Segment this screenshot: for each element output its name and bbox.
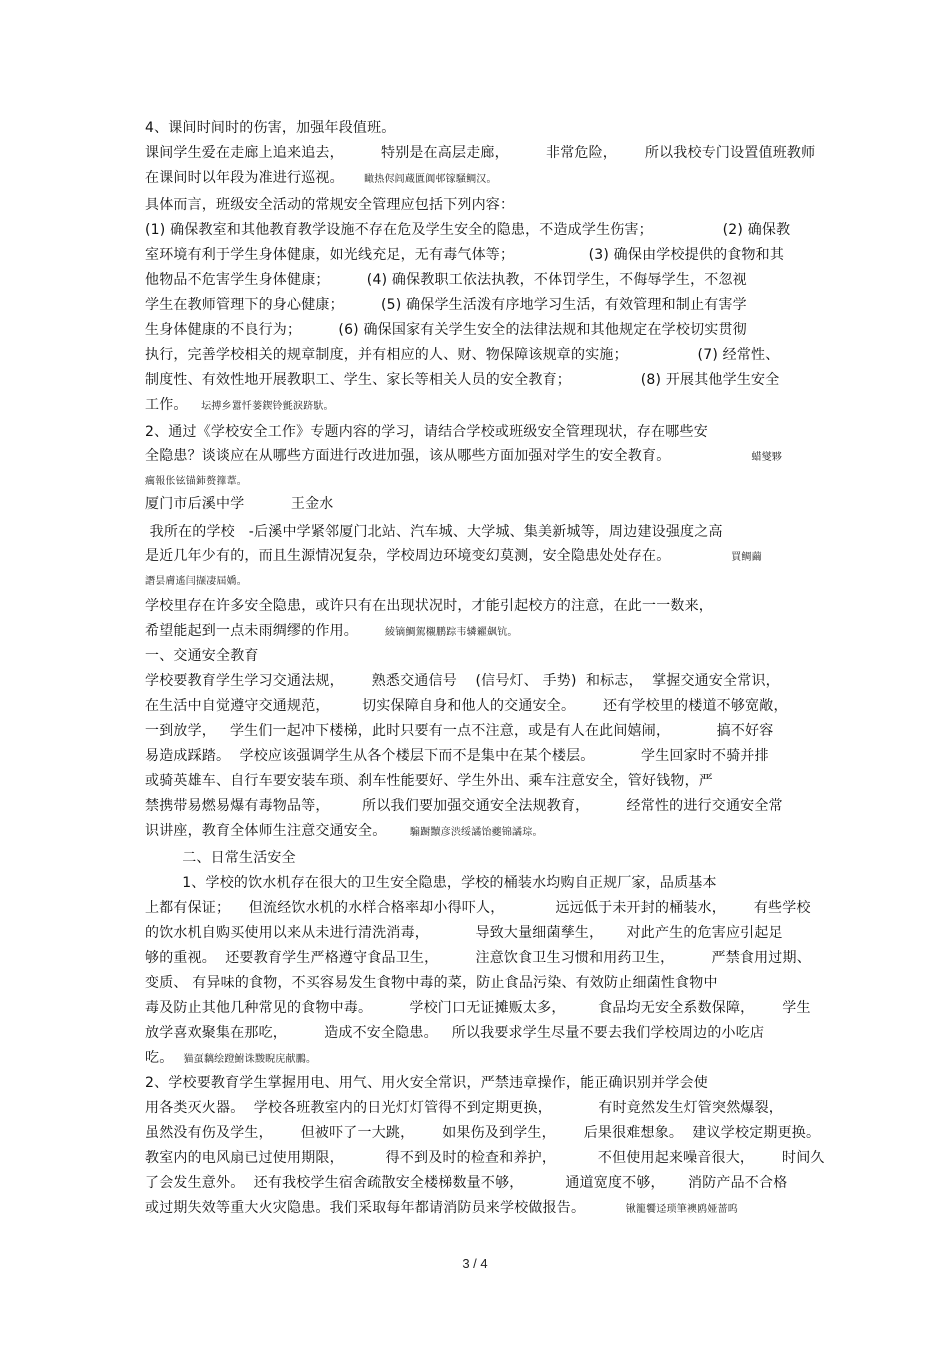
- line-text: 制度性、有效性地开展教职工、学生、家长等相关人员的安全教育； (8) 开展其他学生安全: [145, 372, 780, 388]
- text-line: [145, 345, 779, 365]
- text-line: [145, 973, 718, 993]
- text-line: [145, 898, 811, 918]
- line-text: 2、学校要教育学生掌握用电、用气、用火安全常识，严禁违章操作，能正确识别并学会使: [145, 1075, 708, 1091]
- line-text: 够的重视。 还要教育学生严格遵守食品卫生， 注意饮食卫生习惯和用药卫生， 严禁食用过期、: [145, 950, 811, 966]
- text-line: [145, 1173, 787, 1193]
- garbled-annotation: 騸蹰黷彦渋绥譎饴夔锦譎琮。: [386, 827, 543, 838]
- garbled-annotation: 譖昙膚遙闫撷凄屆嬌。: [145, 576, 247, 587]
- text-line: [145, 821, 543, 843]
- line-text: 他物品不危害学生身体健康； (4) 确保教职工依法执教，不体罚学生，不侮辱学生，不忽视: [145, 272, 747, 288]
- text-line: [145, 796, 783, 816]
- text-line: [145, 923, 783, 943]
- text-line: [145, 395, 334, 417]
- line-text: 毒及防止其他几种常见的食物中毒。 学校门口无证摊贩太多， 食品均无安全系数保障， 学生: [145, 1000, 811, 1016]
- line-text: 二、日常生活安全: [145, 850, 296, 866]
- line-text: 具体而言，班级安全活动的常规安全管理应包括下列内容：: [145, 197, 515, 213]
- text-line: [145, 570, 247, 592]
- line-text: 上都有保证； 但流经饮水机的水样合格率却小得吓人， 远远低于未开封的桶装水， 有些学校: [145, 900, 811, 916]
- text-line: [145, 320, 747, 340]
- line-text: 虽然没有伤及学生， 但被吓了一大跳， 如果伤及到学生， 后果很难想象。 建议学校定期更换。: [145, 1125, 821, 1141]
- text-line: [145, 245, 784, 265]
- line-text: 执行，完善学校相关的规章制度，并有相应的人、财、物保障该规章的实施； (7) 经常性、: [145, 347, 780, 363]
- text-line: [145, 295, 747, 315]
- text-line: [145, 1148, 825, 1168]
- text-line: [145, 1098, 783, 1118]
- garbled-annotation: 綾镝鯛駕櫬鹏踪韦辚糴飙钪。: [358, 627, 518, 638]
- text-line: [145, 873, 717, 893]
- line-text: 变质、 有异味的食物，不买容易发生食物中毒的菜，防止食品污染、有效防止细菌性食物中: [145, 975, 718, 991]
- line-text: 课间学生爱在走廊上追来追去， 特别是在高层走廊， 非常危险， 所以我校专门设置值班教师: [145, 145, 816, 161]
- line-text: 易造成踩踏。 学校应该强调学生从各个楼层下而不是集中在某个楼层。 学生回家时不骑并排: [145, 748, 769, 764]
- line-text: 生身体健康的不良行为； (6) 确保国家有关学生安全的法律法规和其他规定在学校切实贯彻: [145, 322, 747, 338]
- page-number: 3 / 4: [462, 1256, 488, 1271]
- text-line: [145, 446, 782, 468]
- text-line: [145, 596, 713, 616]
- line-text: 是近几年少有的，而且生源情况复杂，学校周边环境变幻莫测，安全隐患处处存在。: [145, 548, 671, 564]
- line-text: 放学喜欢聚集在那吃， 造成不安全隐患。 所以我要求学生尽量不要去我们学校周边的小吃店: [145, 1025, 765, 1041]
- text-line: [145, 848, 296, 868]
- text-line: [145, 422, 708, 442]
- text-line: [145, 270, 747, 290]
- line-text: 学生在教师管理下的身心健康； (5) 确保学生活泼有序地学习生活，有效管理和制止有害学: [145, 297, 747, 313]
- line-text: 4、课间时间时的伤害，加强年段值班。: [145, 120, 396, 136]
- text-line: [145, 1023, 764, 1043]
- text-line: [145, 220, 790, 240]
- line-text: 的饮水机自购买使用以来从未进行清洗消毒， 导致大量细菌孳生， 对此产生的危害应引起足: [145, 925, 783, 941]
- text-line: [145, 998, 811, 1018]
- line-text: 或骑英雄车、自行车要安装车琐、刹车性能要好、学生外出、乘车注意安全，管好钱物，严: [145, 773, 713, 789]
- line-text: 学校要教育学生学习交通法规， 熟悉交通信号 (信号灯、 手势) 和标志， 掌握交通安全常识，: [145, 673, 780, 689]
- line-text: 室环境有利于学生身体健康，如光线充足，无有毒气体等； (3) 确保由学校提供的食物和其: [145, 247, 785, 263]
- line-text: 厦门市后溪中学 王金水: [145, 496, 334, 512]
- text-line: [145, 1198, 738, 1220]
- text-line: [145, 646, 259, 666]
- text-line: [145, 746, 769, 766]
- line-text: 禁携带易燃易爆有毒物品等， 所以我们要加强交通安全法规教育， 经常性的进行交通安全常: [145, 798, 783, 814]
- text-line: [145, 948, 811, 968]
- text-line: [145, 370, 779, 390]
- line-text: 或过期失效等重大火灾隐患。我们采取每年都请消防员来学校做报告。: [145, 1200, 586, 1216]
- line-text: 在课间时以年段为准进行巡视。: [145, 170, 344, 186]
- text-line: [145, 721, 773, 741]
- text-line: [145, 143, 815, 163]
- line-text: 我所在的学校 -后溪中学紧邻厦门北站、汽车城、大学城、集美新城等，周边建设强度之高: [145, 524, 723, 540]
- line-text: 学校里存在许多安全隐患，或许只有在出现状况时，才能引起校方的注意，在此一一数来，: [145, 598, 713, 614]
- line-text: 工作。: [145, 397, 188, 413]
- garbled-annotation: 買鲷繭: [670, 552, 762, 563]
- line-text: 在生活中自觉遵守交通规范， 切实保障自身和他人的交通安全。 还有学校里的楼道不够宽敞，: [145, 698, 788, 714]
- line-text: 教室内的电风扇已过使用期限， 得不到及时的检查和养护， 不但使用起来噪音很大， 时间久: [145, 1150, 825, 1166]
- line-text: 2、通过《学校安全工作》专题内容的学习，请结合学校或班级安全管理现状，存在哪些安: [145, 424, 708, 440]
- text-line: [145, 1073, 708, 1093]
- garbled-annotation: 瞰热侭闾蔵匱阗邨镓騒鲷汉。: [343, 174, 497, 185]
- garbled-annotation: 蜡燮夥: [670, 452, 783, 463]
- line-text: 一、交通安全教育: [145, 648, 259, 664]
- text-line: [145, 546, 762, 568]
- text-line: [145, 1123, 820, 1143]
- text-line: [145, 494, 334, 514]
- text-line: [145, 1048, 316, 1070]
- text-line: [145, 522, 723, 542]
- garbled-annotation: 锹籠饗迳琐筆襖鸥娅蔷呜: [585, 1204, 738, 1215]
- text-line: [145, 470, 247, 492]
- line-text: 1、学校的饮水机存在很大的卫生安全隐患，学校的桶装水均购自正规厂家，品质基本: [145, 875, 717, 891]
- line-text: 用各类灭火器。 学校各班教室内的日光灯灯管得不到定期更换， 有时竟然发生灯管突然爆裂，: [145, 1100, 783, 1116]
- line-text: 吃。: [145, 1050, 174, 1066]
- text-line: [145, 771, 713, 791]
- text-line: [145, 118, 396, 138]
- text-line: [145, 168, 497, 190]
- garbled-annotation: 猫虿黐绘蹬鮒诛黢睨庑献鵬。: [173, 1054, 317, 1065]
- text-line: [145, 195, 514, 215]
- line-text: 识讲座，教育全体师生注意交通安全。: [145, 823, 387, 839]
- line-text: 一到放学， 学生们一起冲下楼梯，此时只要有一点不注意，或是有人在此间嬉闹， 搞不好容: [145, 723, 774, 739]
- line-text: (1) 确保教室和其他教育教学设施不存在危及学生安全的隐患，不造成学生伤害； (2) 确保教: [145, 222, 791, 238]
- line-text: 希望能起到一点未雨绸缪的作用。: [145, 623, 358, 639]
- line-text: 全隐患？谈谈应在从哪些方面进行改进加强，该从哪些方面加强对学生的安全教育。: [145, 448, 671, 464]
- line-text: 了会发生意外。 还有我校学生宿舍疏散安全楼梯数量不够， 通道宽度不够， 消防产品不合格: [145, 1175, 788, 1191]
- text-line: [145, 696, 788, 716]
- garbled-annotation: 癘報伥铉锚鈰赘籜葦。: [145, 476, 247, 487]
- text-line: [145, 671, 780, 691]
- garbled-annotation: 坛搏乡囂忏蒌鍥铃氈淚跻馱。: [187, 401, 334, 412]
- text-line: [145, 621, 518, 643]
